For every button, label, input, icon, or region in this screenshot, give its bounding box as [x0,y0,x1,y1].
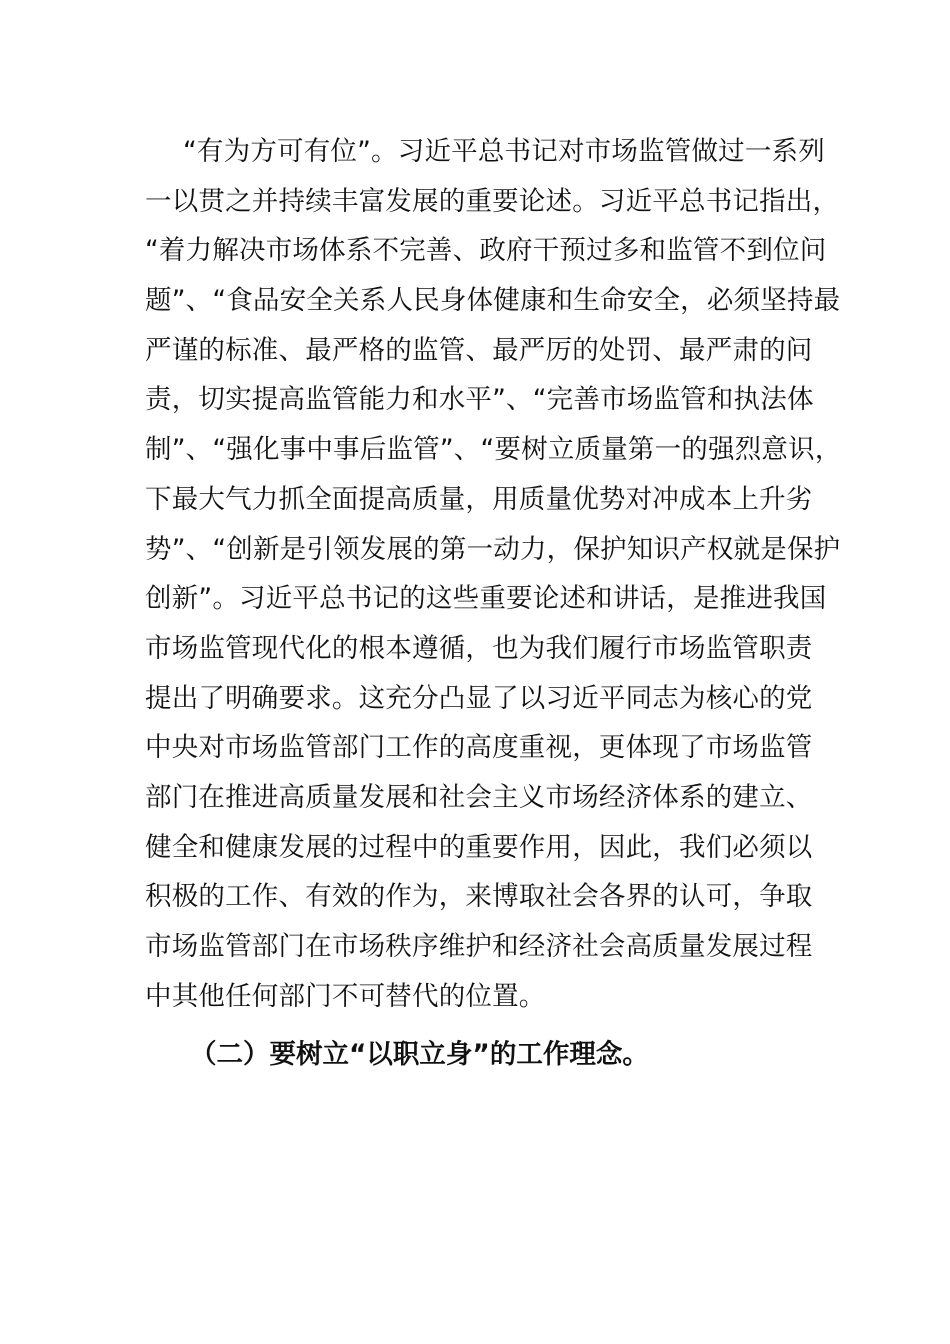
paragraph-line: 题”、“食品安全关系人民身体健康和生命安全，必须坚持最 [145,285,841,317]
paragraph-line: 势”、“创新是引领发展的第一动力，保护知识产权就是保护 [145,533,841,565]
paragraph-line: 中央对市场监管部门工作的高度重视，更体现了市场监管 [145,732,813,764]
paragraph-line: 下最大气力抓全面提高质量，用质量优势对冲成本上升劣 [145,483,813,515]
paragraph-line: “着力解决市场体系不完善、政府干预过多和监管不到位问 [145,235,827,267]
paragraph-line: 健全和健康发展的过程中的重要作用，因此，我们必须以 [145,831,813,863]
paragraph-line: 市场监管现代化的根本遵循，也为我们履行市场监管职责 [145,632,813,664]
section-heading: （二）要树立“以职立身”的工作理念。 [190,1039,649,1070]
paragraph-line: 积极的工作、有效的作为，来博取社会各界的认可，争取 [145,881,813,913]
paragraph-line: 部门在推进高质量发展和社会主义市场经济体系的建立、 [145,781,813,813]
paragraph-line: 提出了明确要求。这充分凸显了以习近平同志为核心的党 [145,682,813,714]
paragraph-line: 责，切实提高监管能力和水平”、“完善市场监管和执法体 [145,384,814,416]
paragraph-line: 严谨的标准、最严格的监管、最严厉的处罚、最严肃的问 [145,334,813,366]
paragraph-line: 一以贯之并持续丰富发展的重要论述。习近平总书记指出， [145,185,840,217]
body-paragraph [145,127,842,1021]
paragraph-line: 制”、“强化事中事后监管”、“要树立质量第一的强烈意识， [145,434,842,466]
paragraph-line: “有为方可有位”。习近平总书记对市场监管做过一系列 [183,136,825,167]
paragraph-line: 市场监管部门在市场秩序维护和经济社会高质量发展过程 [145,931,813,962]
paragraph-line: 中其他任何部门不可替代的位置。 [145,980,546,1012]
paragraph-line: 创新”。习近平总书记的这些重要论述和讲话，是推进我国 [145,583,827,615]
